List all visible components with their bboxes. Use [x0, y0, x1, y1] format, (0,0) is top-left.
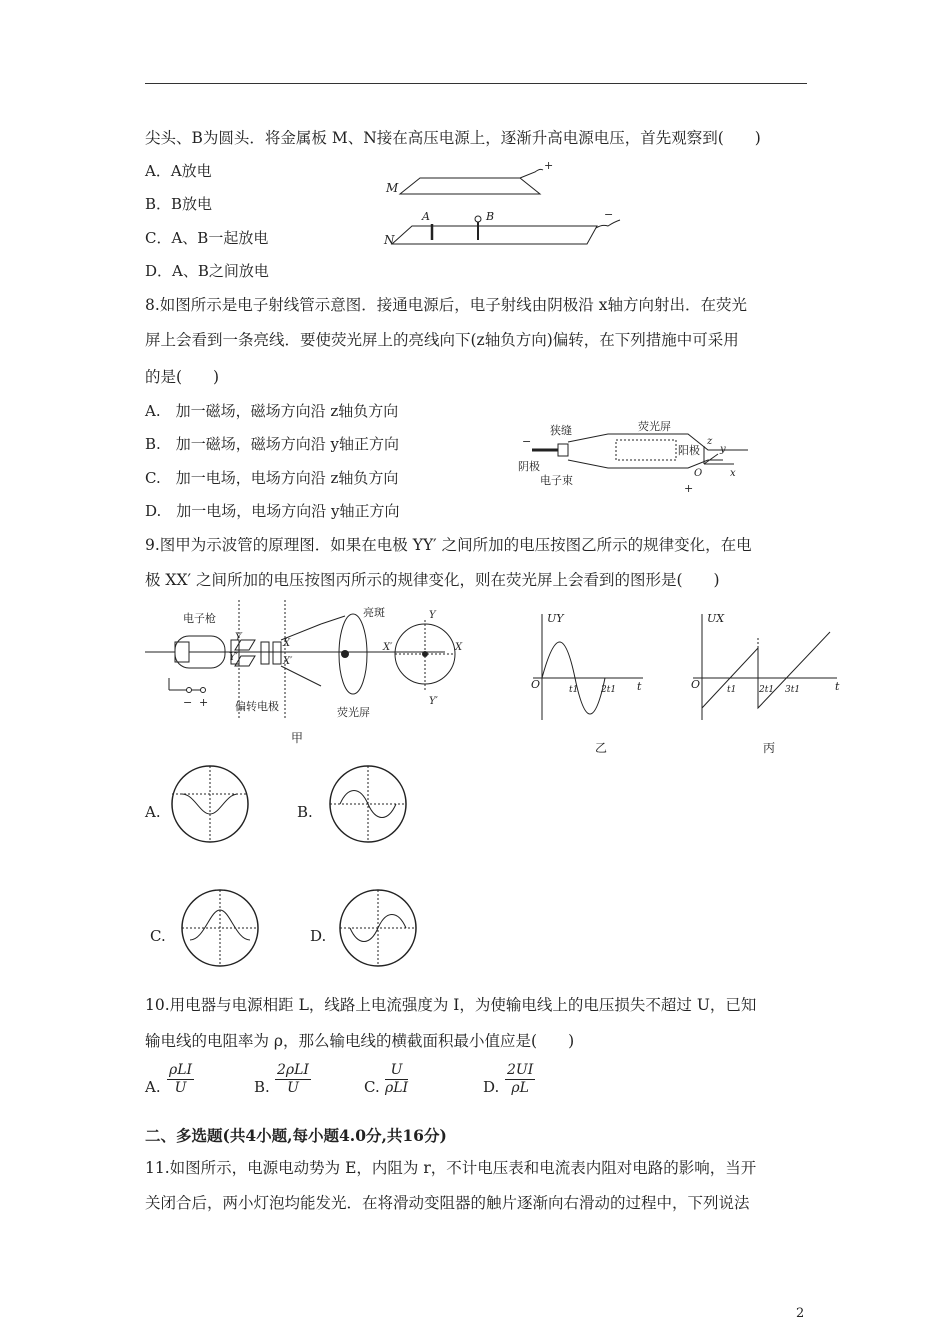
- q11-line-2: 关闭合后，两小灯泡均能发光．在将滑动变阻器的触片逐渐向右滑动的过程中，下列说法: [145, 1194, 750, 1212]
- q10-option-c-num: U: [385, 1062, 408, 1080]
- q8-option-a: A. 加一磁场，磁场方向沿 z轴负方向: [145, 402, 399, 420]
- q9-bing-t1: t1: [727, 685, 737, 695]
- q10-line-1: 10.用电器与电源相距 L，线路上电流强度为 I，为使输电线上的电压损失不超过 U，已知: [145, 996, 757, 1014]
- q9-electrode-y: Y: [235, 632, 242, 643]
- q9-caption-bing: 丙: [763, 741, 776, 755]
- q9-electrodes-label: 偏转电极: [235, 700, 279, 713]
- q8-anode-label: 阳极: [678, 444, 700, 457]
- q7-label-a: A: [422, 210, 430, 223]
- q10-option-b-den: U: [287, 1080, 299, 1096]
- q7-option-b: B．B放电: [145, 195, 213, 213]
- q7-plus: +: [544, 159, 554, 172]
- q10-option-b-label: B.: [254, 1078, 270, 1096]
- q9-figure-bing: [685, 608, 845, 756]
- q8-minus: −: [522, 435, 532, 448]
- q9-choice-b-label: B.: [297, 803, 313, 821]
- q9-figure-jia: [145, 600, 475, 745]
- q7-figure-plates: [380, 156, 614, 256]
- q8-line-2: 屏上会看到一条亮线．要使荧光屏上的亮线向下(z轴负方向)偏转，在下列措施中可采用: [145, 331, 739, 349]
- q9-screen-label: 荧光屏: [337, 706, 370, 719]
- q7-option-d: D．A、B之间放电: [145, 262, 269, 280]
- q10-option-d-label: D.: [483, 1078, 500, 1096]
- q8-screen-label: 荧光屏: [638, 420, 671, 433]
- q10-option-d-den: ρL: [511, 1080, 529, 1096]
- q9-bing-ylabel: UX: [707, 612, 725, 625]
- q8-option-c: C. 加一电场，电场方向沿 z轴负方向: [145, 469, 399, 487]
- q7-intro: 尖头、B为圆头．将金属板 M、N接在高压电源上，逐渐升高电源电压，首先观察到( ): [145, 129, 761, 147]
- q9-yi-o: O: [531, 678, 541, 691]
- q10-line-2: 输电线的电阻率为 ρ，那么输电线的横截面积最小值应是( ): [145, 1032, 575, 1050]
- q9-bing-t2: 2t1: [759, 685, 775, 695]
- q9-yi-t2: 2t1: [601, 685, 617, 695]
- q9-yi-t1: t1: [569, 685, 579, 695]
- q8-line-3: 的是( ): [145, 368, 220, 386]
- q9-line-2: 极 XX′ 之间所加的电压按图丙所示的规律变化，则在荧光屏上会看到的图形是( ): [145, 571, 720, 589]
- q9-bing-t3: 3t1: [785, 685, 801, 695]
- q9-caption-yi: 乙: [595, 741, 608, 755]
- q9-electrode-xp: X′: [283, 656, 293, 667]
- q10-option-d-num: 2UI: [507, 1062, 534, 1078]
- q8-line-1: 8.如图所示是电子射线管示意图．接通电源后，电子射线由阴极沿 x轴方向射出．在荧光: [145, 296, 747, 314]
- q9-bing-t: t: [835, 680, 840, 693]
- q9-choice-a-screen: [170, 764, 250, 844]
- q8-axis-o: O: [694, 468, 703, 479]
- q9-screen-yp: Y′: [429, 696, 438, 707]
- q7-label-n: N: [384, 233, 395, 247]
- q10-option-d-fraction: [505, 1062, 535, 1097]
- q8-plus: +: [684, 482, 694, 495]
- q9-choice-d-label: D.: [310, 927, 327, 945]
- q8-option-b: B. 加一磁场，磁场方向沿 y轴正方向: [145, 435, 400, 453]
- q8-figure-tube: [518, 420, 748, 495]
- q10-option-c-fraction: [385, 1062, 408, 1097]
- q9-screen-xp: X′: [383, 642, 393, 653]
- q7-minus: −: [604, 208, 614, 221]
- q10-option-b-num: 2ρLI: [277, 1062, 309, 1078]
- q9-line-1: 9.图甲为示波管的原理图．如果在电极 YY′ 之间所加的电压按图乙所示的规律变化，在电: [145, 536, 752, 554]
- q7-label-b: B: [486, 210, 495, 223]
- q9-electrode-yp: Y′: [229, 652, 238, 663]
- q9-choice-a-label: A.: [145, 803, 161, 821]
- q9-figure-yi: [525, 608, 650, 756]
- q10-option-a-den: U: [174, 1080, 187, 1096]
- q8-axis-z: z: [707, 436, 713, 447]
- q9-screen-x: X: [455, 642, 463, 653]
- q7-option-c: C．A、B一起放电: [145, 229, 269, 247]
- q9-caption-jia: 甲: [291, 731, 304, 745]
- page-number: 2: [796, 1306, 805, 1321]
- q10-option-a-fraction: [167, 1062, 194, 1097]
- q8-axis-x: x: [730, 468, 736, 479]
- q10-option-c-label: C.: [364, 1078, 380, 1096]
- q8-slit-label: 狭缝: [550, 424, 572, 437]
- q8-beam-label: 电子束: [540, 474, 573, 487]
- q9-bing-o: O: [691, 678, 701, 691]
- q11-line-1: 11.如图所示，电源电动势为 E，内阻为 r，不计电压表和电流表内阻对电路的影响，当开: [145, 1159, 757, 1177]
- q9-yi-ylabel: UY: [547, 612, 564, 625]
- q9-plus: +: [199, 696, 209, 709]
- section-title-multiple-choice: 二、多选题(共4小题,每小题4.0分,共16分): [145, 1126, 447, 1145]
- q7-option-a: A．A放电: [145, 162, 212, 180]
- q9-spot-label: 亮斑: [363, 606, 385, 619]
- q8-option-d: D. 加一电场，电场方向沿 y轴正方向: [145, 502, 400, 520]
- q9-choice-c-screen: [180, 888, 260, 968]
- q10-option-b-fraction: [275, 1062, 311, 1097]
- q9-gun-label: 电子枪: [183, 612, 216, 625]
- q10-option-a-label: A.: [145, 1078, 161, 1096]
- q8-axis-y: y: [720, 444, 726, 455]
- header-rule: [145, 83, 807, 84]
- q9-choice-b-screen: [328, 764, 408, 844]
- q10-option-a-num: ρLI: [169, 1062, 193, 1078]
- q9-choice-d-screen: [338, 888, 418, 968]
- q9-electrode-x: X: [283, 638, 291, 649]
- q7-label-m: M: [386, 181, 399, 195]
- q10-option-c-den: ρLI: [385, 1080, 409, 1096]
- q9-choice-c-label: C.: [150, 927, 166, 945]
- q9-screen-y: Y: [429, 610, 436, 621]
- q9-yi-t: t: [637, 680, 642, 693]
- q9-minus: −: [183, 696, 193, 709]
- q8-cathode-label: 阴极: [518, 460, 540, 473]
